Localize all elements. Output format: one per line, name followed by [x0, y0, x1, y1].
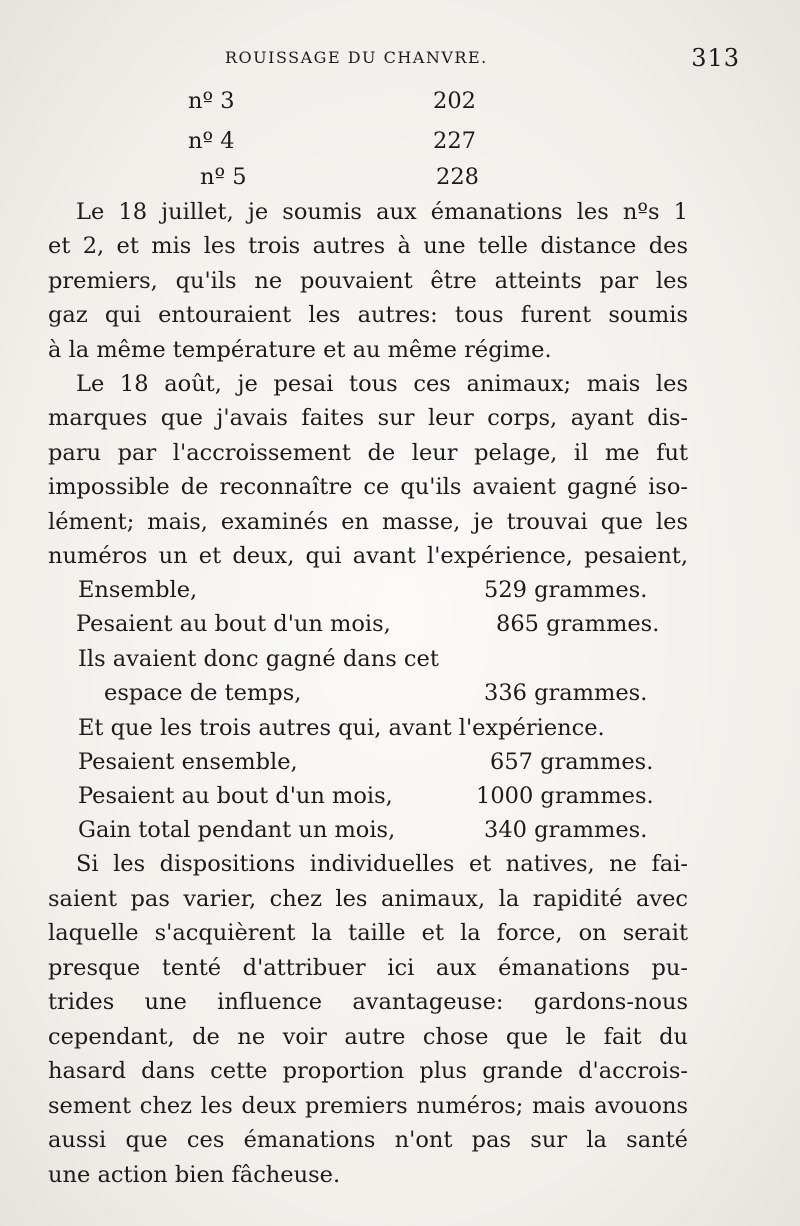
text-line: premiers, qu'ils ne pouvaient être atteints par les — [48, 268, 688, 294]
text-line: sement chez les deux premiers numéros; mais avouons — [48, 1093, 688, 1119]
text-line: trides une influence avantageuse: gardons-nous — [48, 989, 688, 1015]
text-line: Le 18 juillet, je soumis aux émanations les nºs 1 — [76, 199, 688, 225]
text-line: et 2, et mis les trois autres à une telle distance des — [48, 233, 688, 259]
text-line: hasard dans cette proportion plus grande d'accrois- — [48, 1058, 688, 1084]
text-line: paru par l'accroissement de leur pelage, il me fut — [48, 440, 688, 466]
text-line: Si les dispositions individuelles et natives, ne fai- — [76, 851, 688, 877]
text-line: Le 18 août, je pesai tous ces animaux; mais les — [76, 371, 688, 397]
text-line: presque tenté d'attribuer ici aux émanations pu- — [48, 955, 688, 981]
page-number: 313 — [691, 44, 740, 72]
book-page: ROUISSAGE DU CHANVRE. 313 nº 3 202 nº 4 227 nº 5 228 Le 18 juillet, je soumis aux émanations les nºs 1 et 2, et mis les trois autres à une telle distance des premiers, qu'ils ne pouvaient être atteints par les gaz qui entouraient les autres: tous furent soumis à la même température et au même régime. Le 18 août, je pesai tous ces animaux; mais les marques que j'avais faites sur leur corps, ayant dis- paru par l'accroissement de leur pelage, il me fut impossible de reconnaître ce qu'ils avaient gagné iso- lément; mais, examinés en masse, je trouvai que les numéros un et deux, qui avant l'expérience, pesaient, Ensemble, 529 grammes. Pesaient au bout d'un mois, 865 grammes. Ils avaient donc gagné dans cet espace de temps, 336 grammes. Et que les trois autres qui, avant l'expérience. Pesaient ensemble, 657 grammes. Pesaient au bout d'un mois, 1000 grammes. Gain total pendant un mois, 340 grammes. Si les dispositions individuelles et natives, ne fai- saient pas varier, chez les animaux, la rapidité avec laquelle s'acquièrent la taille et la force, on serait presque tenté d'attribuer ici aux émanations pu- trides une influence avantageuse: gardons-nous cependant, de ne voir autre chose que le fait du hasard dans cette proportion plus grande d'accrois- sement chez les deux premiers numéros; mais avouons aussi que ces émanations n'ont pas sur la santé une action bien fâcheuse. — [0, 0, 800, 1226]
running-title: ROUISSAGE DU CHANVRE. — [225, 48, 488, 67]
text-line: une action bien fâcheuse. — [48, 1162, 341, 1188]
text-line: gaz qui entouraient les autres: tous furent soumis — [48, 302, 688, 328]
text-line: numéros un et deux, qui avant l'expérience, pesaient, — [48, 543, 688, 569]
text-line: marques que j'avais faites sur leur corps, ayant dis- — [48, 405, 688, 431]
text-line: à la même température et au même régime. — [48, 337, 552, 363]
text-line: impossible de reconnaître ce qu'ils avaient gagné iso- — [48, 474, 688, 500]
text-line: aussi que ces émanations n'ont pas sur la santé — [48, 1127, 688, 1153]
text-line: lément; mais, examinés en masse, je trouvai que les — [48, 509, 688, 535]
text-line: laquelle s'acquièrent la taille et la force, on serait — [48, 920, 688, 946]
text-line: cependant, de ne voir autre chose que le fait du — [48, 1024, 688, 1050]
page-header — [225, 44, 740, 74]
text-line: saient pas varier, chez les animaux, la rapidité avec — [48, 886, 688, 912]
